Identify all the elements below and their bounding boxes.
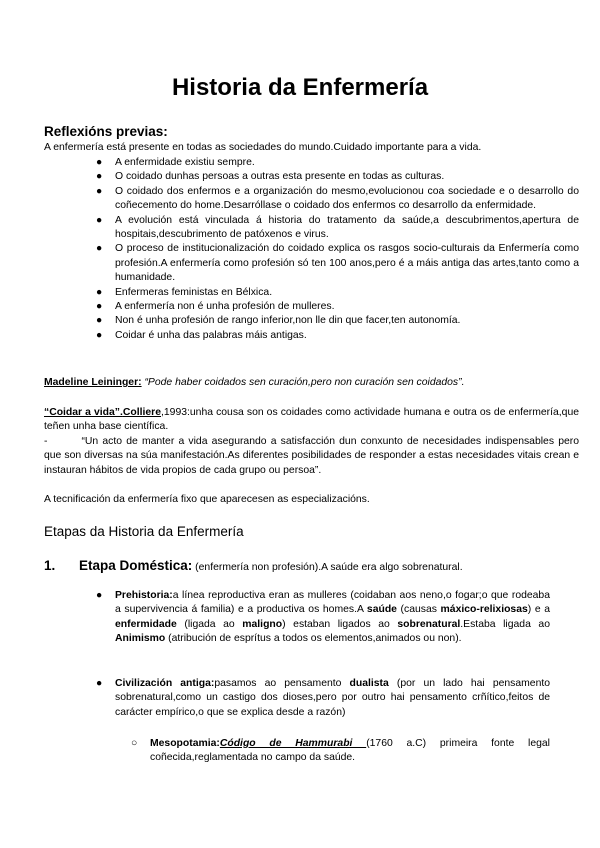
bullet-icon: ● [96, 315, 103, 327]
list-item: ● O coidado dos enfermos e a organización do mesmo,evolucionou coa sociedade e o desarrollo do coñecemento do home.Desarróllase o coidado dos enfermos co desarrollo da enfermidade. [96, 185, 579, 212]
leininger-quote [44, 376, 564, 390]
list-item: ● Non é unha profesión de rango inferior,non lle din que facer,ten autonomía. [96, 314, 579, 328]
prehistoria-item: ● Prehistoria:a línea reproductiva eran as mulleres (coidaban aos neno,o fogar;o que rodeaba a supervivencia á familia) e a productiva os homes.A saúde (causas máxico-relixiosas) e a enfermidade (ligada ao maligno) estaban ligados ao sobrenatural.Estaba ligada ao Animismo (atribución de esprítus a todos os elementos,animados ou non). [96, 590, 550, 645]
prehistoria-label: Prehistoria: [115, 590, 173, 601]
hollow-bullet-icon: ○ [131, 738, 138, 749]
colliere-quote: “Un acto de manter a vida asegurando a satisfacción dun conxunto de necesidades indispensables pero que son diversas na súa manifestación.As diferentes posibilidades de responder a estas necesidades vitais crean e instauran hábitos de vida propios de cada grupo ou persoa”. [44, 436, 579, 476]
bullet-icon: ● [96, 185, 103, 197]
civilizacion-label: Civilización antiga: [115, 678, 215, 689]
hammurabi-code: Código de Hammurabi [219, 738, 367, 749]
bullet-icon: ● [96, 301, 103, 313]
colliere-term: “Coidar a vida”. [44, 407, 123, 418]
reflexions-bullet-list [96, 156, 579, 343]
bullet-icon: ● [96, 329, 103, 341]
list-item: ● Enfermeras feministas en Bélxica. [96, 286, 579, 300]
mesopotamia-label: Mesopotamia: [150, 738, 220, 749]
list-item: ● O proceso de institucionalización do coidado explica os rasgos socio-culturais da Enfermería como profesión.A enfermería como profesión só ten 100 anos,pero é a máis antiga das artes,tanto como a humanidade. [96, 243, 579, 284]
bullet-icon: ● [96, 678, 103, 689]
colliere-quote-paragraph [44, 435, 579, 478]
bullet-icon: ● [96, 214, 103, 226]
leininger-name: Madeline Leininger: [44, 377, 142, 388]
etapa-domestica-heading [44, 557, 564, 575]
page-title: Historia da Enfermería [171, 74, 429, 101]
bullet-icon: ● [96, 171, 103, 183]
bullet-icon: ● [96, 286, 103, 298]
bullet-icon: ● [96, 157, 103, 168]
list-item: ● A enfermería non é unha profesión de mulleres. [96, 300, 579, 314]
intro-paragraph: A enfermería está presente en todas as sociedades do mundo.Cuidado importante para a vida. [44, 142, 482, 153]
etapa-number: 1. [44, 558, 56, 573]
leininger-quote-text: “Pode haber coidados sen curación,pero non curación sen coidados”. [144, 377, 465, 388]
section-heading-reflexions: Reflexións previas: [44, 124, 168, 139]
civilizacion-item: ● Civilización antiga:pasamos ao pensamento dualista (por un lado hai pensamento sobrenatural,como un castigo dos dioses,pero por outro hai pensamento crñítico,feitos de carácter empírico,o que se explica desde a razón) [96, 678, 551, 718]
colliere-text: ,1993:unha cousa son os coidades como actividade humana e outra os de enfermería,que teñen unha base científica. [44, 407, 580, 433]
bullet-icon: ● [96, 590, 103, 601]
colliere-paragraph [44, 406, 579, 435]
section-heading-etapas: Etapas da Historia da Enfermería [44, 524, 244, 539]
list-item: ● A enfermidade existiu sempre. [96, 156, 579, 170]
etapa-desc: (enfermería non profesión).A saúde era algo sobrenatural. [192, 562, 463, 573]
tecnificacion-paragraph: A tecnificación da enfermería fixo que aparecesen as especializacións. [44, 494, 370, 505]
mesopotamia-item: ○ Mesopotamia:Código de Hammurabi (1760 a.C) primeira fonte legal coñecida,reglamentada no campo da saúde. [131, 738, 550, 764]
etapa-name: Etapa Doméstica: [79, 558, 193, 573]
list-item: ● O coidado dunhas persoas a outras esta presente en todas as culturas. [96, 170, 579, 184]
colliere-author: Colliere [122, 407, 162, 418]
dash-marker: - [44, 436, 48, 447]
list-item: ● A evolución está vinculada á historia do tratamento da saúde,a descubrimentos,apertura de hospitais,descubrimento de patóxenos e virus. [96, 214, 579, 241]
list-item: ● Coidar é unha das palabras máis antigas. [96, 329, 579, 343]
bullet-icon: ● [96, 243, 103, 255]
